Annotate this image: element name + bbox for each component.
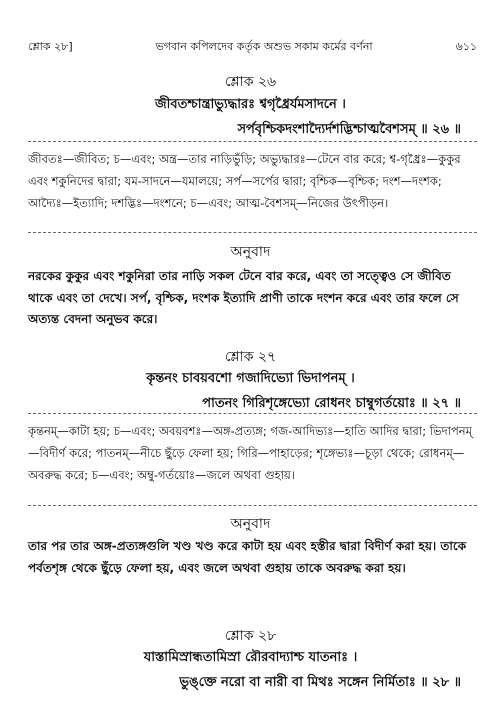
divider: [28, 232, 477, 233]
verse-27-text: [40, 369, 461, 415]
verse-26-translation: নরকের কুকুর এবং শকুনিরা তার নাড়ি সকল টেনে বার করে, এবং তা সত্ত্বেও সে জীবিত থাকে এবং তা দেখে। সর্প, বৃশ্চিক, দংশক ইত্যাদি প্রাণী তাকে দংশন করে এবং তার ফলে সে অত্যন্ত বেদনা অনুভব করে।: [28, 269, 459, 326]
verse-27-translation: তার পর তার অঙ্গ-প্রত্যঙ্গগুলি খণ্ড খণ্ড করে কাটা হয় এবং হস্তীর দ্বারা বিদীর্ণ করা হয়। তাকে পর্বতশৃঙ্গ থেকে ছুঁড়ে ফেলা হয়, এবং জলে অথবা গুহায় তাকে অবরুদ্ধ করা হয়।: [28, 539, 467, 575]
running-header: [28, 38, 477, 57]
verse-28-text: [40, 648, 461, 694]
verse-28-line-2: ভুঙ্‌ক্তে নরো বা নারী বা মিথঃ সঙ্গেন নির্মিতাঃ ॥ ২৮ ॥: [179, 675, 461, 690]
divider: [28, 413, 477, 414]
verse-26-line-2: সর্পবৃশ্চিকদংশাদ্যৈর্দশদ্ভিশ্চাত্মবৈশসম্ ॥ ২৬ ॥: [237, 122, 461, 137]
verse-27-synonyms: কৃন্তনম্—কাটা হয়; চ—এবং; অবয়বশঃ—অঙ্গ-প্রত্যঙ্গ; গজ-আদিভ্যঃ—হাতি আদির দ্বারা; ভিদাপনম্—বিদীর্ণ করে; পাতনম্—নীচে ছুঁড়ে ফেলা হয়; গিরি—পাহাড়ের; শৃঙ্গেভ্যঃ—চূড়া থেকে; রোধনম্—অবরুদ্ধ করে; চ—এবং; অম্বু-গর্তয়োঃ—জলে অথবা গুহায়।: [28, 424, 473, 482]
header-chapter-title: ভগবান কপিলদেব কর্তৃক অশুভ সকাম কর্মের বর্ণনা: [155, 40, 373, 53]
verse-28-line-1: যাস্তামিস্রান্ধতামিস্রা রৌরবাদ্যাশ্চ যাতনাঃ ।: [143, 650, 358, 665]
verse-27-translation-heading: অনুবাদ: [230, 516, 271, 532]
verse-27-line-1: কৃন্তনং চাবয়বশো গজাদিভ্যো ভিদাপনম্ ।: [146, 371, 355, 386]
divider: [28, 505, 477, 506]
divider: [28, 141, 477, 142]
verse-26-line-1: জীবতশ্চান্ত্রাভ্যুদ্ধারঃ শ্বগৃধ্রৈর্যমসাদনে ।: [155, 97, 346, 112]
page-number: ৬১১: [455, 40, 477, 53]
verse-26-heading: শ্লোক ২৬: [224, 74, 277, 90]
verse-27-line-2: পাতনং গিরিশৃঙ্গেভ্যো রোধনং চাম্বুগর্তয়োঃ ॥ ২৭ ॥: [202, 396, 461, 411]
header-verse-ref: শ্লোক ২৮]: [28, 40, 73, 53]
verse-28-heading: শ্লোক ২৮: [224, 628, 277, 644]
verse-26-synonyms: জীবতঃ—জীবিত; চ—এবং; অন্ত্র—তার নাড়িভুঁড়ি; অভ্যুদ্ধারঃ—টেনে বার করে; শ্ব-গৃধ্রৈঃ—কুকুর এবং শকুনিদের দ্বারা; যম-সাদনে—যমালয়ে; সর্প—সর্পের দ্বারা; বৃশ্চিক—বৃশ্চিক; দংশ—দংশক; আদ্যৈঃ—ইত্যাদি; দশদ্ভিঃ—দংশনে; চ—এবং; আত্ম-বৈশসম্—নিজের উৎপীড়ন।: [28, 152, 461, 210]
verse-26-translation-heading: অনুবাদ: [230, 244, 271, 260]
verse-27-heading: শ্লোক ২৭: [224, 349, 277, 365]
verse-26-text: [40, 95, 461, 141]
